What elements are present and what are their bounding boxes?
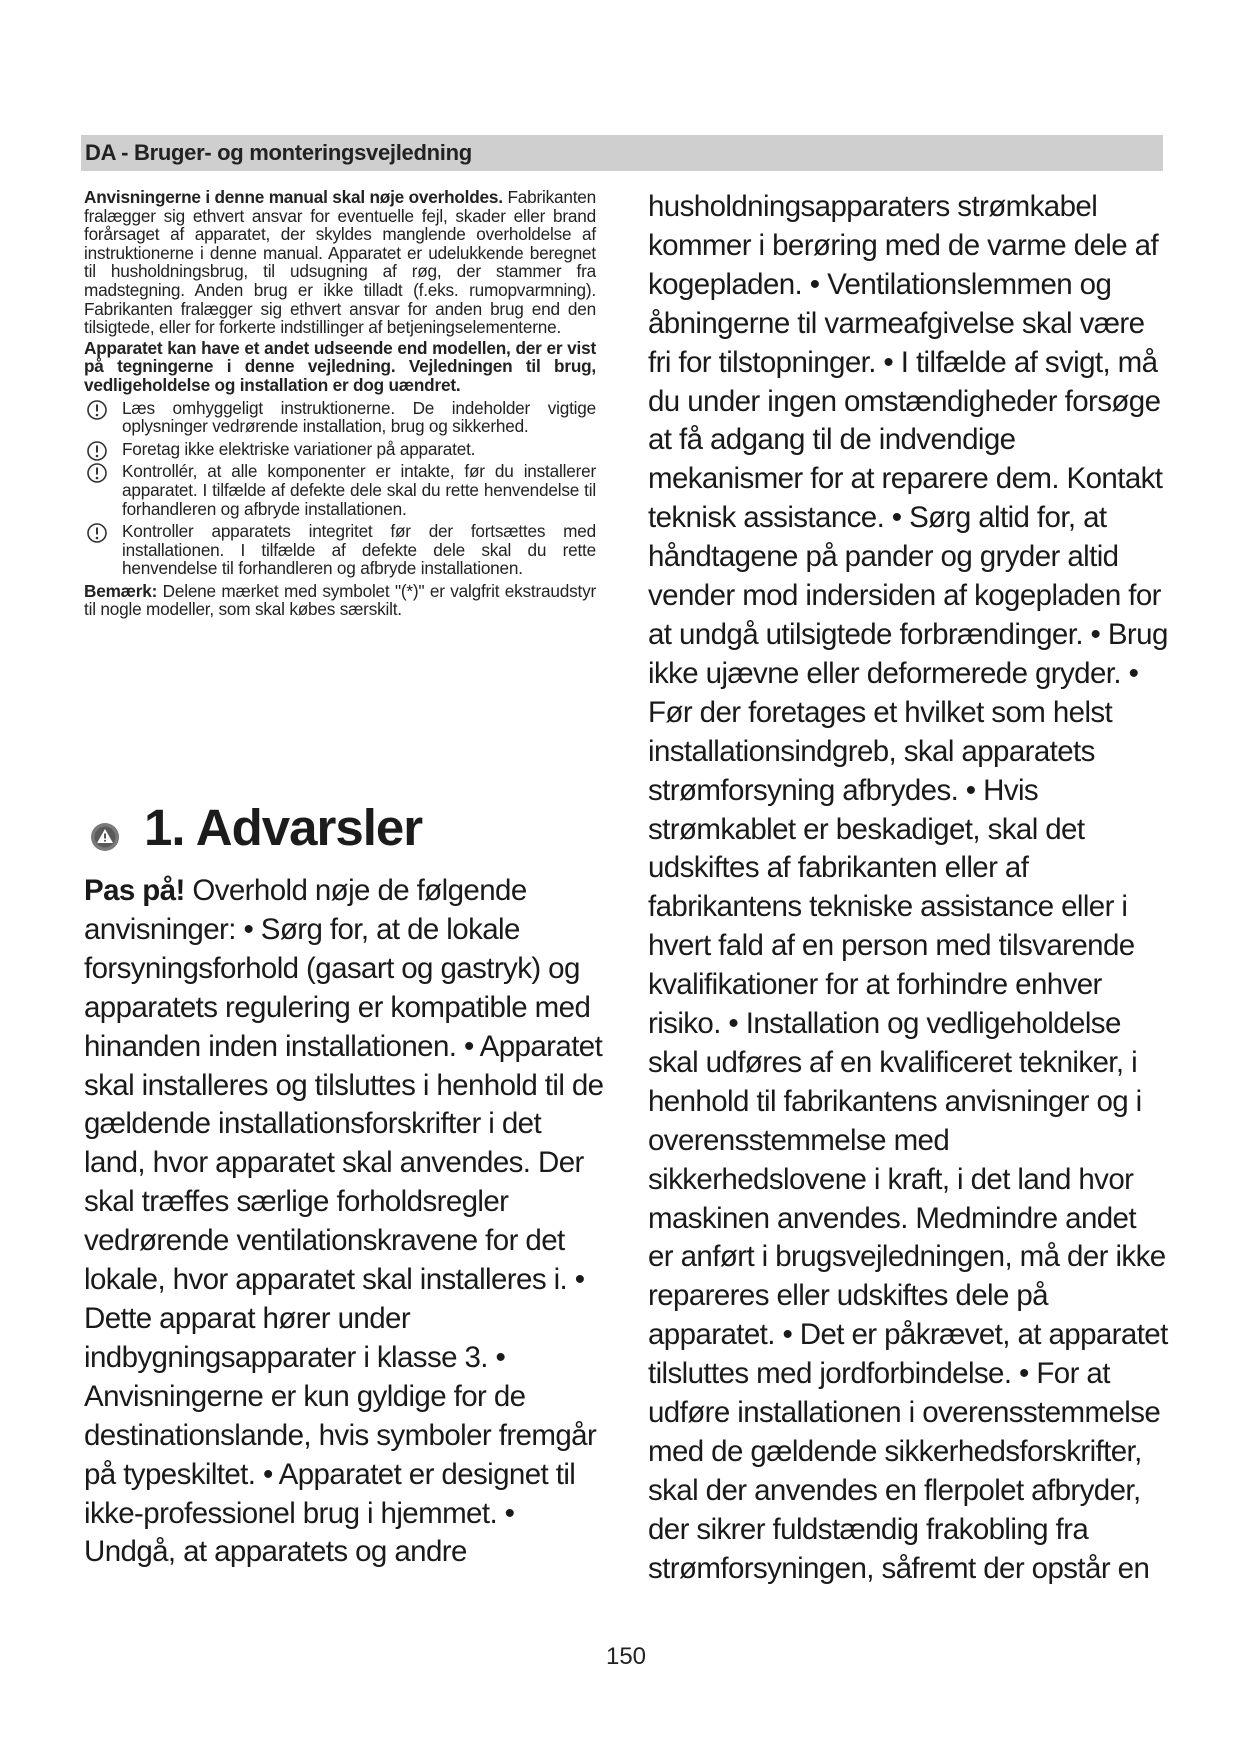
page-number: 150	[605, 1643, 647, 1670]
warning-text: Læs omhyggeligt instruktionerne. De indeholder vigtige oplysninger vedrørende installation, brug og sikkerhed.	[122, 397, 596, 437]
warning-text: Kontrollér, at alle komponenter er intakte, før du installerer apparatet. I tilfælde af defekte dele skal du rette henvendelse til forhandleren og afbryde installationen.	[122, 461, 596, 519]
document-title: DA - Bruger- og monteringsvejledning	[85, 140, 472, 165]
intro-paragraph	[84, 188, 596, 337]
warning-item	[84, 462, 596, 518]
intro-block	[84, 188, 596, 619]
section-title: 1. Advarsler	[144, 799, 423, 856]
note-text: Delene mærket med symbolet "(*)" er valgfrit ekstraudstyr til nogle modeller, som skal købes særskilt.	[84, 580, 596, 620]
header-bar	[81, 135, 1163, 171]
warning-circle-icon	[86, 522, 108, 544]
warnings-column-right	[648, 188, 1168, 1589]
warning-item	[84, 440, 596, 459]
intro-bold-lead: Anvisningerne i denne manual skal nøje overholdes.	[84, 187, 503, 207]
section-heading	[88, 798, 588, 868]
warning-triangle-icon	[90, 822, 120, 852]
warnings-paragraph-left	[84, 872, 604, 1572]
warning-circle-icon	[86, 399, 108, 421]
warning-circle-icon	[86, 462, 108, 484]
note-paragraph	[84, 582, 596, 619]
warnings-text-left: Overhold nøje de følgende anvisninger: • Sørg for, at de lokale forsyningsforhold (gasart og gastryk) og apparatets regulering er kompatible med hinanden inden installationen. • Apparatet skal installeres og tilsluttes i henhold til de gældende installationsforskrifter i det land, hvor apparatet skal anvendes. Der skal træffes særlige forholdsregler vedrørende ventilationskravene for det lokale, hvor apparatet skal installeres i. • Dette apparat hører under indbygningsapparater i klasse 3. • Anvisningerne er kun gyldige for de destinationslande, hvis symboler fremgår på typeskiltet. • Apparatet er designet til ikke-professionel brug i hjemmet. • Undgå, at apparatets og andre	[84, 874, 604, 1569]
warning-item	[84, 399, 596, 436]
warning-text: Foretag ikke elektriske variationer på apparatet.	[122, 438, 476, 459]
appearance-notice: Apparatet kan have et andet udseende end modellen, der er vist på tegningerne i denne vejledning. Vejledningen til brug, vedligeholdelse og installation er dog uændret.	[84, 337, 596, 395]
note-label: Bemærk:	[84, 580, 158, 601]
warning-text: Kontroller apparatets integritet før der fortsættes med installationen. I tilfælde af defekte dele skal du rette henvendelse til forhandleren og afbryde installationen.	[122, 521, 596, 579]
warnings-column-left	[84, 872, 604, 1572]
intro-body: Fabrikanten fralægger sig ethvert ansvar for eventuelle fejl, skader eller brand forårsaget af apparatet, der skyldes manglende overholdelse af instruktionerne i denne manual. Apparatet er udelukkende beregnet til husholdningsbrug, til udsugning af røg, der stammer fra madstegning. Anden brug er ikke tilladt (f.eks. rumopvarmning). Fabrikanten fralægger sig ethvert ansvar for anden brug end den tilsigtede, eller for forkerte indstillinger af betjeningselementerne.	[84, 187, 597, 338]
warning-circle-icon	[86, 440, 108, 462]
warning-item	[84, 522, 596, 578]
caution-lead: Pas på!	[84, 874, 185, 907]
warnings-paragraph-right: husholdningsapparaters strømkabel kommer i berøring med de varme dele af kogepladen. • Ventilationslemmen og åbningerne til varmeafgivelse skal være fri for tilstopninger. • I tilfælde af svigt, må du under ingen omstændigheder forsøge at få adgang til de indvendige mekanismer for at reparere dem. Kontakt teknisk assistance. • Sørg altid for, at håndtagene på pander og gryder altid vender mod indersiden af kogepladen for at undgå utilsigtede forbrændinger. • Brug ikke ujævne eller deformerede gryder. • Før der foretages et hvilket som helst installationsindgreb, skal apparatets strømforsyning afbrydes. • Hvis strømkablet er beskadiget, skal det udskiftes af fabrikanten eller af fabrikantens tekniske assistance eller i hvert fald af en person med tilsvarende kvalifikationer for at forhindre enhver risiko. • Installation og vedligeholdelse skal udføres af en kvalificeret tekniker, i henhold til fabrikantens anvisninger og i overensstemmelse med sikkerhedslovene i kraft, i det land hvor maskinen anvendes. Medmindre andet er anført i brugsvejledningen, må der ikke repareres eller udskiftes dele på apparatet. • Det er påkrævet, at apparatet tilsluttes med jordforbindelse. • For at udføre installationen i overensstemmelse med de gældende sikkerhedsforskrifter, skal der anvendes en flerpolet afbryder, der sikrer fuldstændig frakobling fra strømforsyningen, såfremt der opstår en	[648, 190, 1168, 1585]
